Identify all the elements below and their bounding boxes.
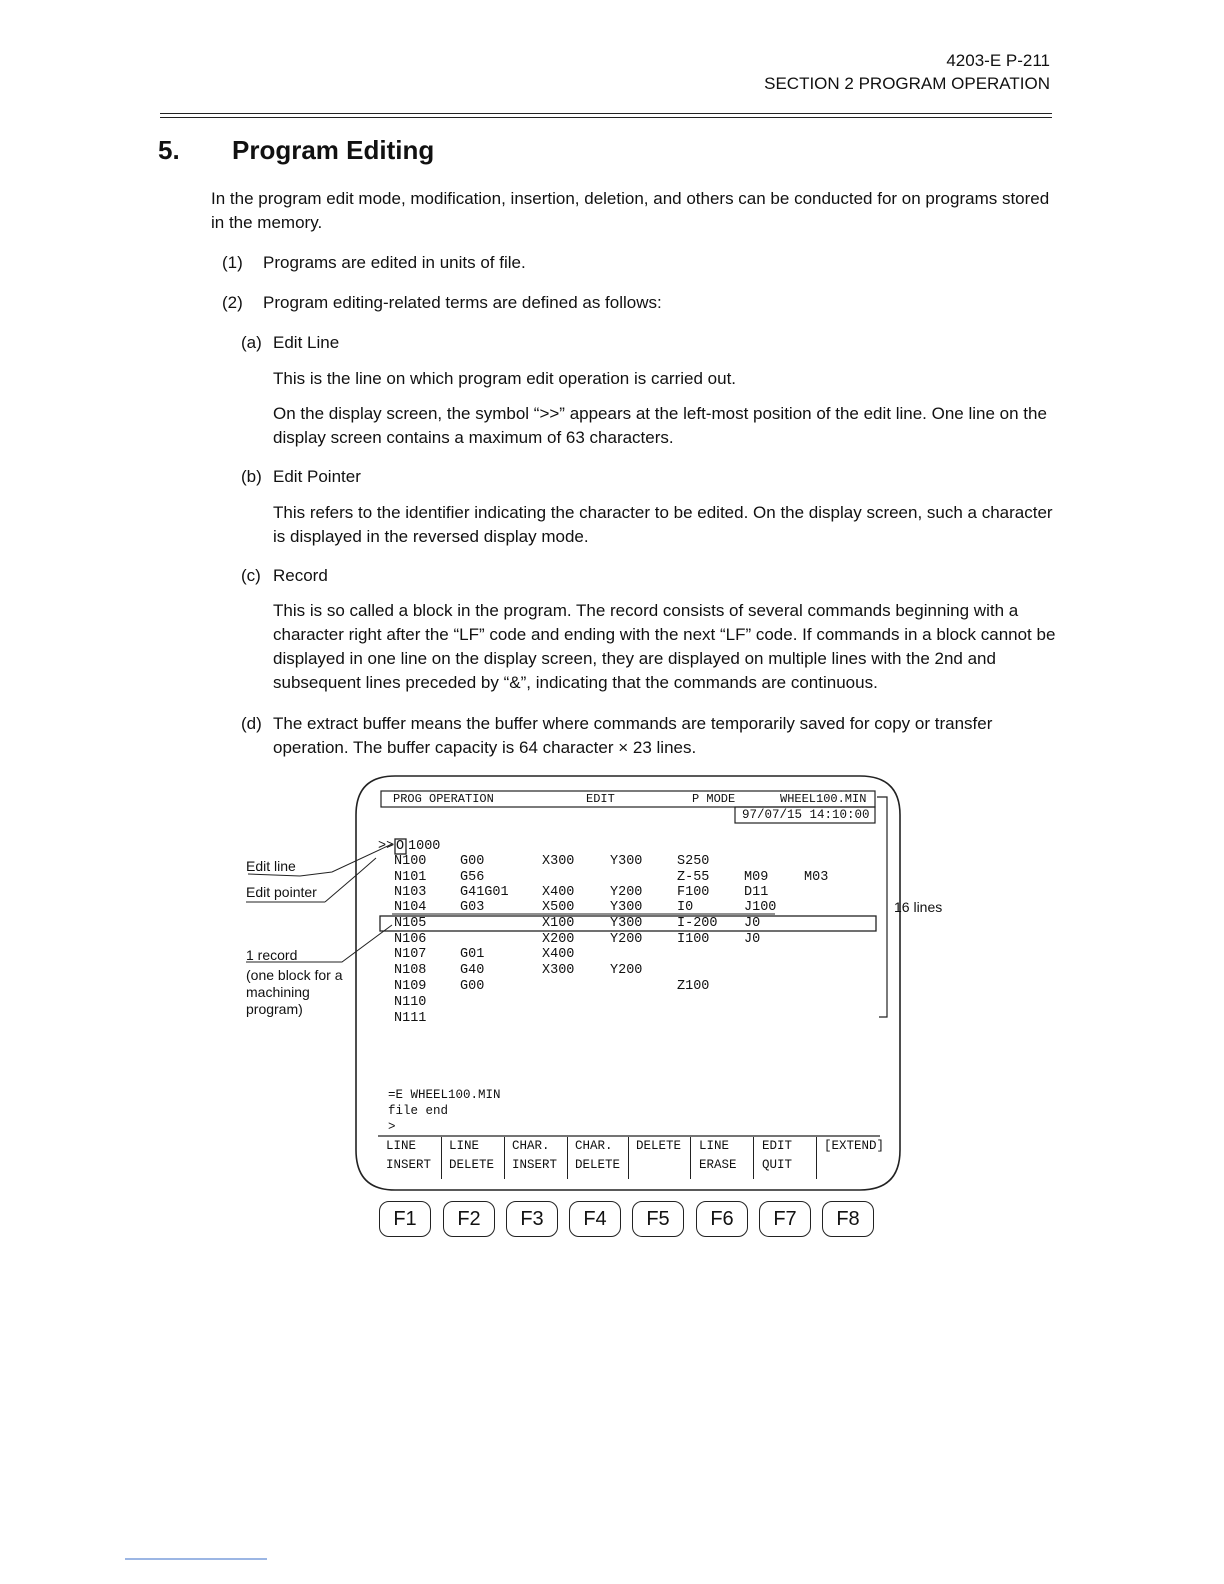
program-cell: F100 [677, 885, 710, 900]
softkey-label-2: QUIT [762, 1158, 793, 1172]
term-b-para-1: This refers to the identifier indicating the character to be edited. On the display screen, such a character is displayed in the reversed display mode. [273, 503, 1053, 546]
softkey-label-1: EDIT [762, 1139, 793, 1153]
program-cell: D11 [744, 885, 769, 900]
record-callout: 1 record [246, 947, 298, 963]
softkey-delete[interactable] [630, 1137, 690, 1179]
item-2-text: Program editing-related terms are defined as follows: [263, 293, 662, 312]
term-c-title: Record [273, 566, 328, 585]
edit-line-callout: Edit line [246, 858, 296, 874]
section-number: 5. [158, 135, 180, 165]
softkey-label-1: LINE [449, 1139, 480, 1153]
program-cell: N103 [394, 885, 427, 900]
program-cell: I-200 [677, 916, 718, 931]
softkey-separator [690, 1137, 691, 1179]
screen-datetime: 97/07/15 14:10:00 [742, 808, 870, 822]
program-cell: N111 [394, 1011, 427, 1026]
term-a-para-2: On the display screen, the symbol “>>” appears at the left-most position of the edit line. One line on the display screen contains a maximum of 63 characters. [273, 404, 1047, 447]
softkey-label-2: INSERT [512, 1158, 558, 1172]
program-cell: X100 [542, 916, 575, 931]
lines-callout: 16 lines [894, 899, 943, 915]
program-cell: I0 [677, 900, 694, 915]
item-1-text: Programs are edited in units of file. [263, 253, 526, 272]
doc-reference: 4203-E P-211 [946, 51, 1050, 70]
intro-paragraph: In the program edit mode, modification, insertion, deletion, and others can be conducted for on programs stored in the memory. [211, 189, 1050, 232]
program-cell: G56 [460, 870, 485, 885]
softkey-line-erase[interactable] [693, 1137, 753, 1179]
f5-key[interactable]: F5 [632, 1201, 684, 1237]
program-cell: Y200 [610, 932, 643, 947]
command-prompt[interactable]: > [388, 1120, 396, 1134]
program-number: 1000 [408, 839, 441, 854]
program-cell: G03 [460, 900, 485, 915]
program-cell: N100 [394, 854, 427, 869]
program-cell: N101 [394, 870, 427, 885]
program-cell: Z100 [677, 979, 710, 994]
softkey-label-1: LINE [386, 1139, 417, 1153]
program-cell: N105 [394, 916, 427, 931]
program-cell: N109 [394, 979, 427, 994]
f2-key[interactable]: F2 [443, 1201, 495, 1237]
softkey-separator [753, 1137, 754, 1179]
program-cell: Y300 [610, 854, 643, 869]
screen-title-mode: P MODE [692, 792, 736, 806]
program-cell: X400 [542, 947, 575, 962]
f8-key[interactable]: F8 [822, 1201, 874, 1237]
record-leader [300, 925, 392, 962]
program-cell: J0 [744, 932, 761, 947]
edit-pointer-callout: Edit pointer [246, 884, 317, 900]
program-cell: X500 [542, 900, 575, 915]
program-cell: M09 [744, 870, 769, 885]
section-title: Program Editing [232, 135, 435, 165]
term-d-marker: (d) [241, 714, 262, 733]
program-cell: I100 [677, 932, 710, 947]
program-cell: Y300 [610, 916, 643, 931]
softkey-label-1: CHAR. [575, 1139, 613, 1153]
edit-pointer-leader [325, 858, 376, 902]
section-header: SECTION 2 PROGRAM OPERATION [764, 74, 1050, 93]
program-cell: Y300 [610, 900, 643, 915]
program-cell: N110 [394, 995, 427, 1010]
item-2-marker: (2) [222, 293, 243, 312]
program-cell: X300 [542, 963, 575, 978]
program-cell: J100 [744, 900, 777, 915]
softkey-label-2: DELETE [636, 1139, 682, 1153]
program-cell: J0 [744, 916, 761, 931]
program-cell: G00 [460, 854, 485, 869]
term-b-marker: (b) [241, 467, 262, 486]
softkey-label-2: INSERT [386, 1158, 432, 1172]
f6-key[interactable]: F6 [696, 1201, 748, 1237]
program-cell: N107 [394, 947, 427, 962]
program-cell: G40 [460, 963, 485, 978]
softkey-separator [628, 1137, 629, 1179]
program-cell: Y200 [610, 963, 643, 978]
term-c-marker: (c) [241, 566, 261, 585]
softkey-edit-quit[interactable] [756, 1137, 816, 1179]
softkey-separator [504, 1137, 505, 1179]
screen-title-left: PROG OPERATION [393, 792, 494, 806]
program-cell: X200 [542, 932, 575, 947]
program-cell: G00 [460, 979, 485, 994]
screen-title-mid: EDIT [586, 792, 615, 806]
program-cell: N104 [394, 900, 427, 915]
lines-bracket [877, 797, 887, 1017]
softkey-label-2: [EXTEND] [824, 1139, 885, 1153]
softkey-separator [816, 1137, 817, 1179]
program-cell: Y200 [610, 885, 643, 900]
softkey-char-insert[interactable] [506, 1137, 566, 1179]
f7-key[interactable]: F7 [759, 1201, 811, 1237]
screen-title-file: WHEEL100.MIN [780, 792, 867, 806]
record-note: (one block for a machining program) [246, 967, 343, 1017]
program-cell: S250 [677, 854, 710, 869]
program-cell: Z-55 [677, 870, 710, 885]
softkey-label-2: ERASE [699, 1158, 737, 1172]
term-b-title: Edit Pointer [273, 467, 361, 486]
program-cell: M03 [804, 870, 829, 885]
softkey-line-delete[interactable] [443, 1137, 503, 1179]
softkey-label-1: LINE [699, 1139, 730, 1153]
softkey-label-2: DELETE [449, 1158, 495, 1172]
status-end: file end [388, 1104, 449, 1118]
edit-line-marker: >> [378, 839, 395, 854]
softkey-label-2: DELETE [575, 1158, 621, 1172]
program-cell: N108 [394, 963, 427, 978]
program-cell: G41G01 [460, 885, 509, 900]
softkey-extend[interactable] [818, 1137, 885, 1179]
program-cell: G01 [460, 947, 485, 962]
term-d-para-1: The extract buffer means the buffer where commands are temporarily saved for copy or transfer operation. The buffer capacity is 64 character × 23 lines. [273, 714, 993, 757]
program-cell: X300 [542, 854, 575, 869]
term-a-title: Edit Line [273, 333, 340, 352]
f3-key[interactable]: F3 [506, 1201, 558, 1237]
softkey-char-delete[interactable] [569, 1137, 629, 1179]
softkey-label-1: CHAR. [512, 1139, 550, 1153]
program-cell: N106 [394, 932, 427, 947]
program-cell: X400 [542, 885, 575, 900]
edit-pointer-char[interactable]: O [396, 839, 405, 854]
term-c-para-1: This is so called a block in the program. The record consists of several commands beginning with a character right after the “LF” code and ending with the next “LF” code. If commands in a block cannot be displayed in one line on the display screen, they are displayed on multiple lines with the 2nd and subsequent lines preceded by “&”, indicating that the commands are continuous. [273, 601, 1056, 692]
f1-key[interactable]: F1 [379, 1201, 431, 1237]
item-1-marker: (1) [222, 253, 243, 272]
softkey-line-insert[interactable] [380, 1137, 440, 1179]
softkey-separator [567, 1137, 568, 1179]
status-file: =E WHEEL100.MIN [388, 1088, 501, 1102]
term-a-marker: (a) [241, 333, 262, 352]
term-a-para-1: This is the line on which program edit operation is carried out. [273, 369, 737, 388]
softkey-separator [441, 1137, 442, 1179]
f4-key[interactable]: F4 [569, 1201, 621, 1237]
